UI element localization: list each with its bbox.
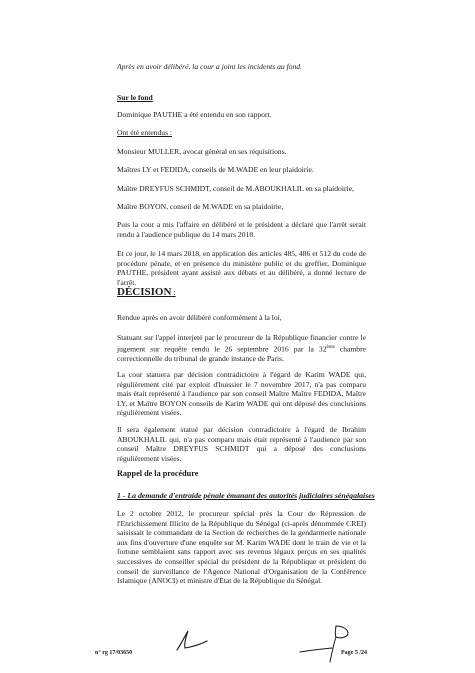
decision-heading-text: DÉCISION xyxy=(117,286,172,298)
statuant-text-2: chambre correctionnelle du tribunal de grande instance de Paris. xyxy=(117,344,366,363)
signature xyxy=(298,622,358,666)
initials-signature xyxy=(173,628,213,656)
delibere-paragraph: Puis la cour a mis l'affaire en délibéré et le président a déclaré que l'arrêt serait rendu à l'audience publique du 14 mars 2018. xyxy=(117,220,366,239)
rappel-paragraph: Le 2 octobre 2012, le procureur spécial près la Cour de Répression de l'Enrichissement Illicite de la République du Sénégal (ci-après dénommée CREI) saisissait le commandant de la Section de recherches de la gendarmerie nationale aux fins d'ouverture d'une enquête sur M. Karim WADE dont le train de vie et la fortune semblaient sans rapport avec ses revenus légaux perçus en ses qualités successives de conseiller spécial du président de la République et président du conseil de surveillance de l'Agence National d'Organisation de la Conférence Islamique (ANOCI) et ministre d'Etat de la République du Sénégal. xyxy=(117,509,366,586)
entendu-item: Maître DREYFUS SCHMIDT, conseil de M.ABOUKHALIL en sa plaidoirie, xyxy=(117,184,354,193)
lecture-paragraph: Et ce jour, le 14 mars 2018, en application des articles 485, 486 et 512 du code de procédure pénale, et en présence du ministère public et du greffier, Dominique PAUTHE, président ayant assisté aux débats et au délibéré, a donné lecture de l'arrêt. xyxy=(117,249,366,287)
statuant-paragraph xyxy=(117,333,366,363)
rappel-subheading: 1 - La demande d'entraide pénale émanant des autorités judiciaires sénégalaises xyxy=(117,491,375,500)
rendue-line: Rendue après en avoir délibéré conformément à la loi, xyxy=(117,313,282,322)
statuant-text-1: Statuant sur l'appel interjeté par le procureur de la République financier contre le jugement sur requête rendu le 26 septembre 2016 par la 32 xyxy=(117,333,366,354)
decision-heading xyxy=(117,286,176,298)
decision-heading-colon: : xyxy=(171,288,176,297)
entendu-item: Maîtres LY et FEDIDA, conseils de M.WADE en leur plaidoirie. xyxy=(117,165,314,174)
sur-le-fond-heading: Sur le fond xyxy=(117,93,153,102)
case-number: n° rg 17/03650 xyxy=(95,650,133,656)
karim-paragraph: La cour statuera par décision contradictoire à l'égard de Karim WADE qui, régulièrement cité par exploit d'huissier le 7 novembre 2017, n'a pas comparu mais était représenté à l'audience par son conseil Maître Maître FEDIDA, Maître LY, et Maître BOYON conseils de Karim WADE qui ont déposé des conclusions régulièrement visées. xyxy=(117,370,366,418)
intro-line: Après en avoir délibéré, la cour a joint les incidents au fond. xyxy=(117,62,302,71)
statuant-superscript: ème xyxy=(326,344,335,350)
page-number: Page 5 /24 xyxy=(341,650,367,656)
entendu-item: Maître BOYON, conseil de M.WADE en sa plaidoirie, xyxy=(117,202,284,211)
entendus-label: Ont été entendus : xyxy=(117,128,173,137)
rapport-line: Dominique PAUTHE a été entendu en son rapport. xyxy=(117,110,272,119)
ibrahim-paragraph: Il sera également statué par décision contradictoire à l'égard de Ibrahim ABOUKHALIL qui, n'a pas comparu mais était représenté à l'audience par son conseil Maître DREYFUS SCHMIDT qui a déposé des conclusions régulièrement visées. xyxy=(117,425,366,463)
rappel-heading: Rappel de la procédure xyxy=(117,469,199,478)
entendu-item: Monsieur MULLER, avocat général en ses réquisitions. xyxy=(117,147,287,156)
